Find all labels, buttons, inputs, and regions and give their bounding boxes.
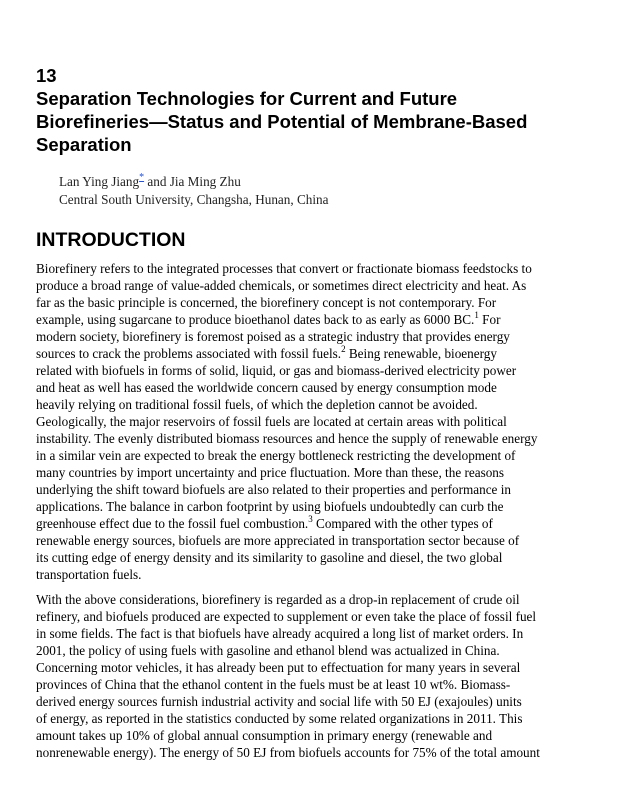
- text-span: Compared with the other types of: [312, 516, 493, 531]
- text-span: example, using sugarcane to produce bioethanol dates back to as early as 6000 BC.: [36, 312, 475, 327]
- text-span: sources to crack the problems associated with fossil fuels.: [36, 346, 342, 361]
- section-heading: INTRODUCTION: [36, 229, 186, 251]
- text-line: nonrenewable energy). The energy of 50 EJ from biofuels accounts for 75% of the total amount: [36, 745, 540, 760]
- paragraph-2: [36, 591, 584, 761]
- text-line: instability. The evenly distributed biomass resources and hence the supply of renewable energy: [36, 431, 538, 446]
- text-line: and heat as well has eased the worldwide concern caused by energy consumption mode: [36, 380, 497, 395]
- corresponding-author-link[interactable]: *: [139, 171, 145, 183]
- text-span: greenhouse effect due to the fossil fuel combustion.: [36, 516, 309, 531]
- author-block: [59, 173, 584, 208]
- text-line: transportation fuels.: [36, 567, 142, 582]
- text-line: [36, 515, 584, 532]
- chapter-title-line: Separation: [36, 134, 132, 155]
- chapter-title-line: Biorefineries—Status and Potential of Membrane-Based: [36, 111, 528, 132]
- paragraph-1: [36, 260, 584, 583]
- text-line: [36, 345, 584, 362]
- first-author: Lan Ying Jiang: [59, 174, 140, 189]
- text-line: modern society, biorefinery is foremost poised as a strategic industry that provides energy: [36, 329, 510, 344]
- text-line: With the above considerations, biorefinery is regarded as a drop-in replacement of crude oil: [36, 592, 520, 607]
- chapter-title-line: Separation Technologies for Current and Future: [36, 88, 458, 109]
- text-line: [36, 311, 584, 328]
- text-line: provinces of China that the ethanol content in the fuels must be at least 10 wt%. Biomass-: [36, 677, 511, 692]
- text-line: of energy, as reported in the statistics conducted by some related organizations in 2011. This: [36, 711, 523, 726]
- text-line: heavily relying on traditional fossil fuels, of which the depletion cannot be avoided.: [36, 397, 478, 412]
- author-line: [59, 173, 584, 191]
- reference-link[interactable]: 1: [474, 309, 479, 320]
- text-line: renewable energy sources, biofuels are more appreciated in transportation sector because of: [36, 533, 520, 548]
- text-line: related with biofuels in forms of solid, liquid, or gas and biomass-derived electricity power: [36, 363, 517, 378]
- chapter-number: 13: [36, 65, 57, 86]
- document-page: [36, 64, 584, 769]
- text-line: Concerning motor vehicles, it has already been put to effectuation for many years in several: [36, 660, 521, 675]
- text-line: many countries by import uncertainty and price fluctuation. More than these, the reasons: [36, 465, 505, 480]
- text-line: 2001, the policy of using fuels with gasoline and ethanol blend was actualized in China.: [36, 643, 500, 658]
- text-line: its cutting edge of energy density and its similarity to gasoline and diesel, the two global: [36, 550, 503, 565]
- text-line: Geologically, the major reservoirs of fossil fuels are located at certain areas with political: [36, 414, 507, 429]
- reference-link[interactable]: 3: [308, 513, 313, 524]
- chapter-title: [36, 87, 584, 156]
- text-line: derived energy sources furnish industrial activity and social life with 50 EJ (exajoules) units: [36, 694, 522, 709]
- reference-link[interactable]: 2: [341, 343, 346, 354]
- text-span: For: [478, 312, 501, 327]
- text-line: refinery, and biofuels produced are expected to supplement or even take the place of fossil fuel: [36, 609, 537, 624]
- text-line: amount takes up 10% of global annual consumption in primary energy (renewable and: [36, 728, 493, 743]
- text-line: far as the basic principle is concerned, the biorefinery concept is not contemporary. For: [36, 295, 497, 310]
- text-line: produce a broad range of value-added chemicals, or sometimes direct electricity and heat. As: [36, 278, 527, 293]
- text-line: applications. The balance in carbon footprint by using biofuels undoubtedly can curb the: [36, 499, 504, 514]
- text-line: underlying the shift toward biofuels are also related to their properties and performance in: [36, 482, 511, 497]
- second-author: and Jia Ming Zhu: [144, 174, 241, 189]
- text-line: Biorefinery refers to the integrated processes that convert or fractionate biomass feedstocks to: [36, 261, 532, 276]
- affiliation: Central South University, Changsha, Hunan, China: [59, 191, 329, 207]
- text-line: in some fields. The fact is that biofuels have already acquired a long list of market orders. In: [36, 626, 524, 641]
- text-span: Being renewable, bioenergy: [345, 346, 497, 361]
- text-line: in a similar vein are expected to break the energy bottleneck restricting the development of: [36, 448, 516, 463]
